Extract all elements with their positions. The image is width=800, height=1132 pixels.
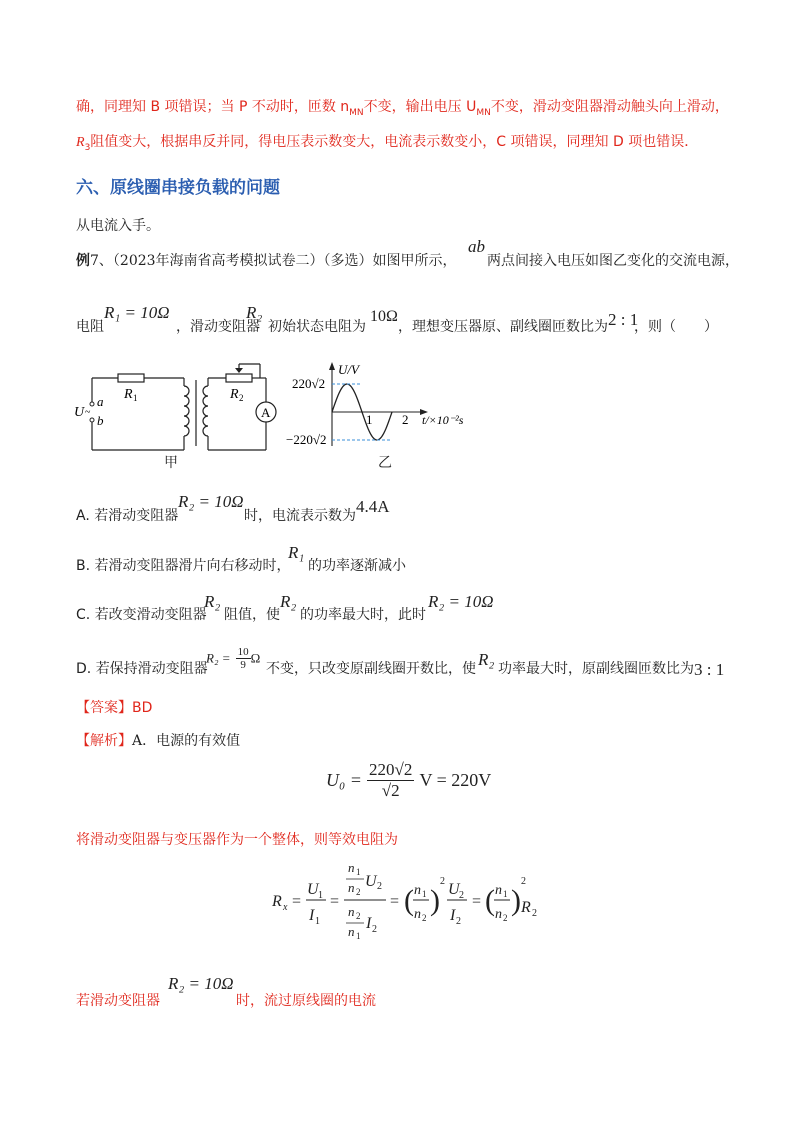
intro-line-1: 确，同理知 B 项错误；当 P 不动时，匝数 $n_{MN}$不变，输出电压 $U_{MN}$不变，滑动变阻器滑动触头向上滑动， bbox=[76, 99, 729, 118]
example-line-2e: ，则（ ） bbox=[634, 319, 718, 335]
answer-line: 【答案】BD bbox=[76, 700, 153, 716]
option-d-math: R₂ = $\frac{10}{9}$ Ω bbox=[206, 646, 261, 671]
svg-text:1: 1 bbox=[318, 890, 323, 901]
analysis-line: 【解析】A．电源的有效值 bbox=[76, 733, 241, 749]
option-d-math2: R₂ bbox=[478, 650, 495, 669]
r1-value: R₁ = 10Ω bbox=[104, 303, 170, 322]
analysis-line-3b: 时，流过原线圈的电流 bbox=[236, 993, 376, 1009]
section-title: 六、原线圈串接负载的问题 bbox=[76, 178, 280, 198]
source-u: U bbox=[74, 405, 85, 420]
option-c-math3: R₂ = 10Ω bbox=[428, 592, 494, 611]
svg-text:n: n bbox=[414, 907, 421, 922]
svg-text:): ) bbox=[511, 884, 521, 917]
option-c-math2: R₂ bbox=[280, 592, 297, 611]
svg-text:1: 1 bbox=[356, 931, 361, 941]
svg-text:=: = bbox=[390, 893, 400, 910]
svg-text:2: 2 bbox=[503, 913, 508, 923]
example-line-2b: ，滑动变阻器 bbox=[176, 319, 260, 335]
example-line-2c: 初始状态电阻为 bbox=[268, 319, 366, 335]
option-d: D. 若保持滑动变阻器 bbox=[76, 661, 208, 677]
terminal-a: a bbox=[97, 394, 104, 409]
intro-line-2: $R_3$阻值变大，根据串反并同，得电压表示数变大，电流表示数变小，C 项错误，同理知 D 项也错误． bbox=[76, 134, 699, 153]
y-axis-label: U/V bbox=[338, 362, 359, 377]
svg-text:2: 2 bbox=[372, 924, 377, 935]
svg-text:): ) bbox=[430, 884, 440, 917]
section-subtitle: 从电流入手。 bbox=[76, 218, 160, 234]
svg-text:=: = bbox=[330, 893, 340, 910]
option-c-text3: 的功率最大时，此时 bbox=[300, 607, 426, 623]
svg-text:(: ( bbox=[404, 884, 414, 917]
example-line-2d: ，理想变压器原、副线圈匝数比为 bbox=[398, 319, 608, 335]
svg-text:n: n bbox=[495, 907, 502, 922]
example-line-2a: 电阻 bbox=[76, 319, 104, 335]
option-c: C. 若改变滑动变阻器 bbox=[76, 607, 207, 623]
terminal-b: b bbox=[97, 413, 104, 428]
svg-text:(: ( bbox=[485, 884, 495, 917]
svg-text:2: 2 bbox=[459, 890, 464, 901]
svg-text:=: = bbox=[292, 893, 302, 910]
equation-effective-voltage: U₀ = $\frac{220√2}{√2}$ V = 220V bbox=[326, 760, 492, 800]
option-b-text2: 的功率逐渐减小 bbox=[308, 558, 406, 574]
graph-caption: 乙 bbox=[378, 455, 392, 471]
svg-text:n: n bbox=[348, 924, 355, 939]
option-d-ratio: 3 : 1 bbox=[694, 660, 725, 679]
option-a-math: R₂ = 10Ω bbox=[178, 492, 244, 511]
svg-text:U: U bbox=[448, 881, 460, 898]
svg-text:=: = bbox=[472, 893, 482, 910]
option-c-math: R₂ bbox=[204, 592, 221, 611]
svg-text:2: 2 bbox=[356, 911, 361, 921]
svg-text:2: 2 bbox=[440, 876, 445, 887]
turns-ratio: 2 : 1 bbox=[608, 310, 639, 329]
svg-text:2: 2 bbox=[422, 913, 427, 923]
svg-text:I: I bbox=[450, 907, 456, 924]
y-min-label: −220√2 bbox=[286, 432, 327, 447]
svg-text:n: n bbox=[348, 860, 355, 875]
example-line-1b: 两点间接入电压如图乙变化的交流电源， bbox=[487, 253, 739, 269]
option-d-text3: 功率最大时，原副线圈匝数比为 bbox=[498, 661, 694, 677]
ab-label: ab bbox=[468, 237, 485, 256]
svg-text:U: U bbox=[307, 881, 319, 898]
voltage-graph bbox=[284, 360, 484, 450]
option-a-text2: 时，电流表示数为 bbox=[244, 508, 356, 524]
svg-text:R: R bbox=[521, 899, 531, 916]
option-b: B. 若滑动变阻器滑片向右移动时， bbox=[76, 558, 291, 574]
y-max-label: 220√2 bbox=[292, 376, 326, 391]
r2-sub: 2 bbox=[239, 393, 244, 403]
equation-equivalent-resistance bbox=[268, 856, 538, 946]
circuit-caption: 甲 bbox=[164, 455, 178, 471]
svg-text:~: ~ bbox=[85, 407, 91, 418]
svg-text:n: n bbox=[414, 883, 421, 898]
r2-symbol: R₂ bbox=[246, 303, 263, 322]
r1-label: R bbox=[124, 387, 133, 402]
r2-label: R bbox=[230, 387, 239, 402]
svg-text:n: n bbox=[495, 883, 502, 898]
svg-text:1: 1 bbox=[422, 889, 427, 899]
svg-text:R: R bbox=[272, 893, 282, 910]
svg-text:x: x bbox=[283, 902, 288, 913]
svg-text:2: 2 bbox=[521, 876, 526, 887]
svg-text:1: 1 bbox=[503, 889, 508, 899]
x-axis-label: t/×10⁻²s bbox=[422, 413, 464, 427]
svg-text:n: n bbox=[348, 904, 355, 919]
option-a-current: 4.4A bbox=[356, 497, 390, 516]
svg-text:2: 2 bbox=[356, 887, 361, 897]
svg-text:2: 2 bbox=[377, 881, 382, 892]
option-d-text2: 不变，只改变原副线圈开数比，使 bbox=[266, 661, 476, 677]
analysis-line-3a: 若滑动变阻器 bbox=[76, 993, 160, 1009]
svg-text:I: I bbox=[366, 915, 372, 932]
svg-text:1: 1 bbox=[356, 867, 361, 877]
svg-text:U: U bbox=[365, 873, 377, 890]
svg-text:I: I bbox=[309, 907, 315, 924]
svg-text:2: 2 bbox=[456, 916, 461, 927]
r2-resistor bbox=[226, 374, 252, 382]
option-b-math: R₁ bbox=[288, 543, 305, 562]
r2-initial: 10Ω bbox=[370, 308, 398, 325]
svg-text:2: 2 bbox=[532, 908, 537, 919]
r1-sub: 1 bbox=[133, 393, 138, 403]
svg-text:n: n bbox=[348, 880, 355, 895]
x-tick-2: 2 bbox=[402, 412, 409, 427]
svg-text:1: 1 bbox=[315, 916, 320, 927]
example-line-1: 例7、（2023年海南省高考模拟试卷二）（多选）如图甲所示， bbox=[76, 253, 457, 269]
x-tick-1: 1 bbox=[366, 412, 373, 427]
option-a: A. 若滑动变阻器 bbox=[76, 508, 179, 524]
r1-resistor bbox=[118, 374, 144, 382]
analysis-line-2: 将滑动变阻器与变压器作为一个整体，则等效电阻为 bbox=[76, 832, 398, 848]
analysis-line-3-math: R₂ = 10Ω bbox=[168, 974, 234, 993]
ammeter-symbol: A bbox=[261, 405, 271, 420]
option-c-text2: 阻值，使 bbox=[224, 607, 280, 623]
